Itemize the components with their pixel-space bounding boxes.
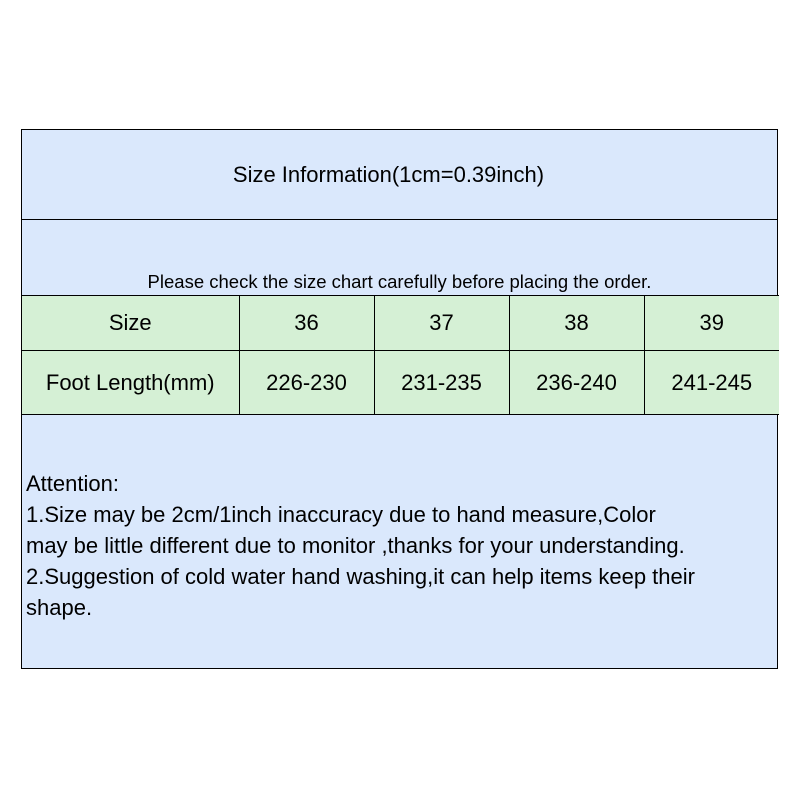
size-table [22, 295, 779, 415]
attention-line: may be little different due to monitor ,thanks for your understanding. [26, 533, 685, 558]
attention-line: 2.Suggestion of cold water hand washing,it can help items keep their [26, 564, 695, 589]
order-notice: Please check the size chart carefully before placing the order. [147, 271, 652, 292]
attention-notes [26, 468, 778, 623]
size-cell: 38 [509, 296, 644, 351]
attention-heading: Attention: [26, 471, 119, 496]
size-label-cell: Size [22, 296, 239, 351]
attention-line: shape. [26, 595, 93, 620]
foot-length-cell: 241-245 [644, 351, 779, 415]
foot-length-cell: 236-240 [509, 351, 644, 415]
size-cell: 39 [644, 296, 779, 351]
sheet-title: Size Information(1cm=0.39inch) [22, 130, 777, 220]
table-row [22, 351, 779, 415]
foot-length-cell: 226-230 [239, 351, 374, 415]
attention-line: 1.Size may be 2cm/1inch inaccuracy due to hand measure,Color [26, 502, 656, 527]
foot-length-cell: 231-235 [374, 351, 509, 415]
size-cell: 36 [239, 296, 374, 351]
size-cell: 37 [374, 296, 509, 351]
foot-length-label-cell: Foot Length(mm) [22, 351, 239, 415]
table-row [22, 296, 779, 351]
size-info-sheet [21, 129, 778, 669]
